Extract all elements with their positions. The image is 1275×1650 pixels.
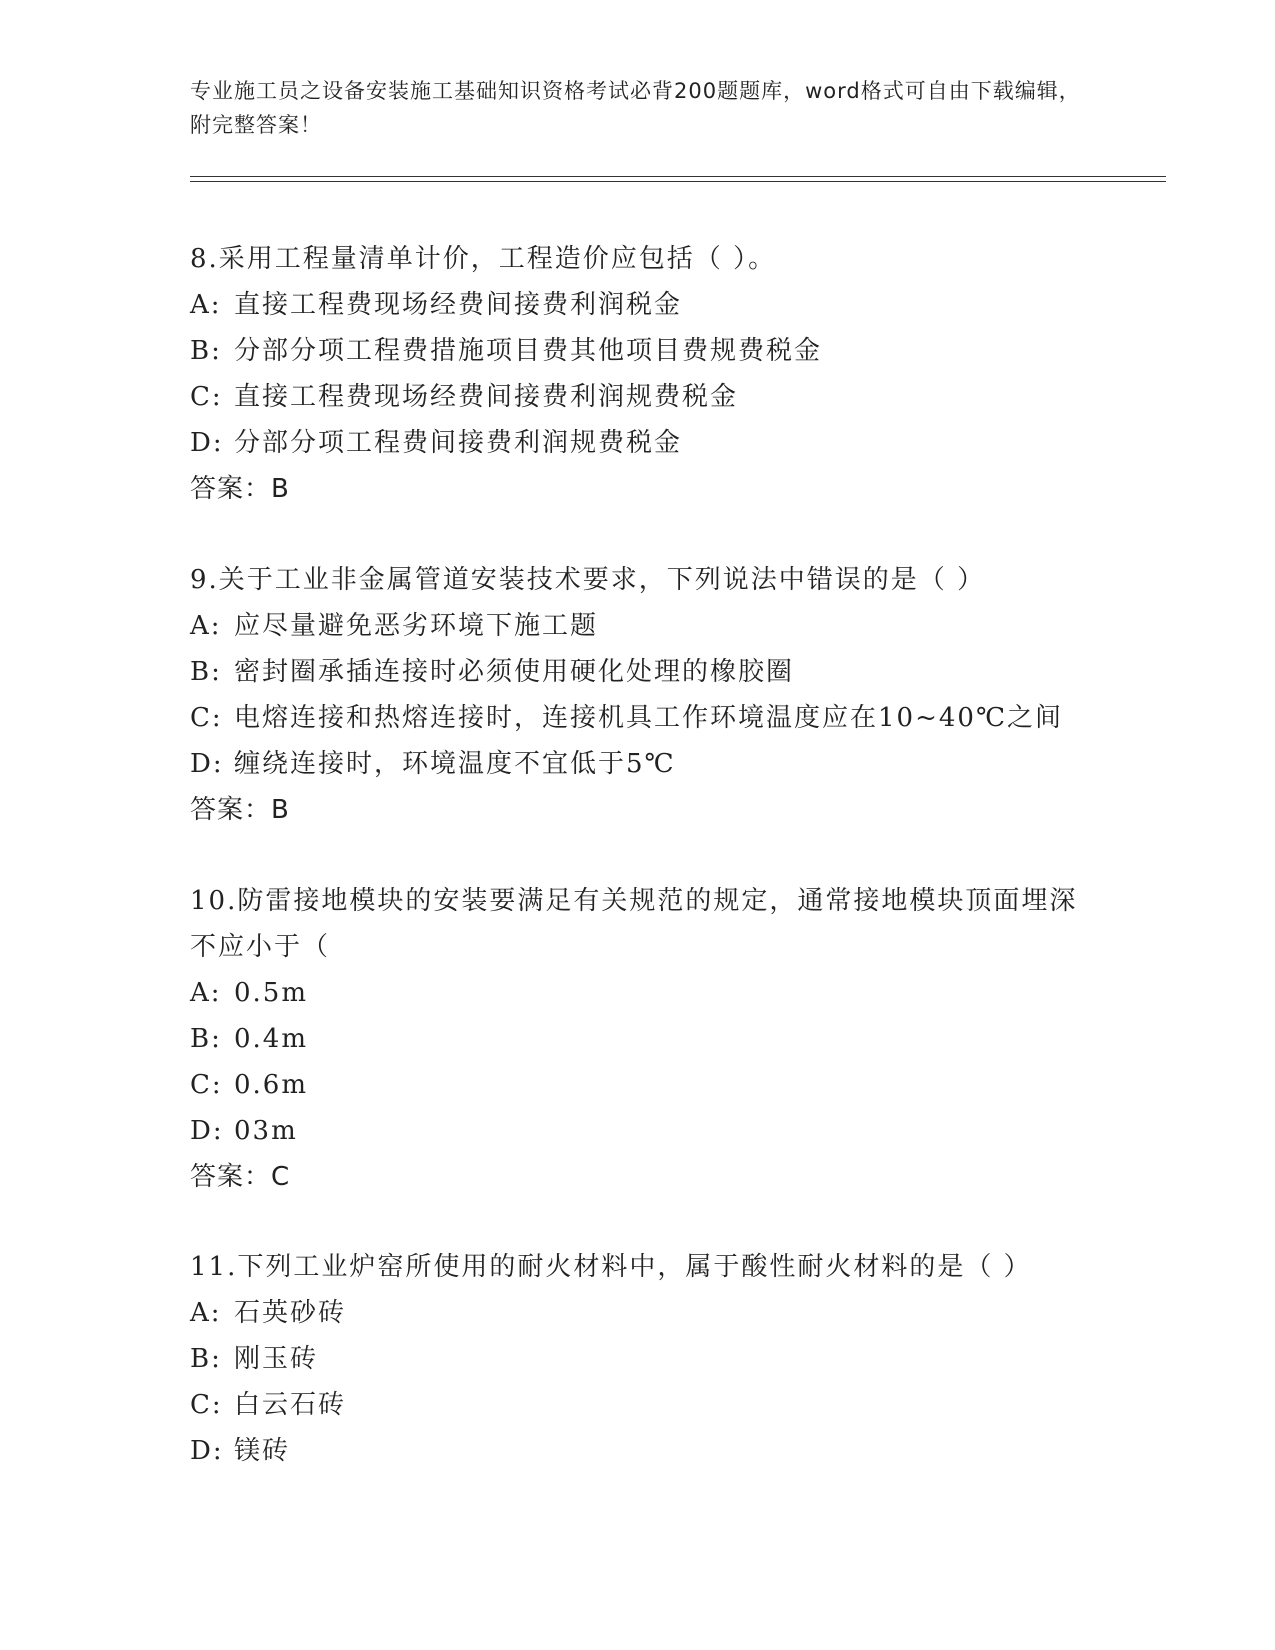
- option-text: 电熔连接和热熔连接时，连接机具工作环境温度应在10~40℃之间: [234, 703, 1064, 733]
- option-text: 刚玉砖: [234, 1344, 319, 1374]
- option-key: C:: [190, 1390, 223, 1420]
- option-text: 镁砖: [234, 1436, 291, 1466]
- option-key: D:: [190, 749, 224, 779]
- option-text: 密封圈承插连接时必须使用硬化处理的橡胶圈: [234, 657, 795, 687]
- option-text: 直接工程费现场经费间接费利润规费税金: [234, 382, 739, 412]
- option-key: A:: [190, 978, 222, 1008]
- option-d: [190, 741, 1090, 787]
- option-key: D:: [190, 428, 224, 458]
- option-text: 直接工程费现场经费间接费利润税金: [234, 290, 683, 320]
- option-b: [190, 1016, 1090, 1062]
- option-a: [190, 603, 1090, 649]
- question-9: [190, 557, 1090, 833]
- option-d: [190, 420, 1090, 466]
- question-title: 10.防雷接地模块的安装要满足有关规范的规定，通常接地模块顶面埋深不应小于（: [190, 886, 1078, 962]
- option-text: 0.4m: [234, 1024, 309, 1054]
- option-c: [190, 695, 1090, 741]
- option-text: 白云石砖: [234, 1390, 347, 1420]
- option-key: B:: [190, 1024, 222, 1054]
- answer-label: 答案：B: [190, 795, 290, 825]
- option-c: [190, 374, 1090, 420]
- option-text: 缠绕连接时，环境温度不宜低于5℃: [234, 749, 676, 779]
- header-divider-top: [190, 176, 1166, 177]
- question-10: [190, 878, 1090, 1200]
- option-a: [190, 970, 1090, 1016]
- answer-label: 答案：C: [190, 1162, 291, 1192]
- option-text: 0.6m: [234, 1070, 309, 1100]
- option-d: [190, 1428, 1090, 1474]
- option-key: B:: [190, 336, 222, 366]
- option-key: C:: [190, 1070, 223, 1100]
- option-b: [190, 1336, 1090, 1382]
- option-b: [190, 328, 1090, 374]
- header-divider-bottom: [190, 181, 1166, 182]
- option-key: D:: [190, 1116, 224, 1146]
- question-11: [190, 1244, 1090, 1474]
- option-c: [190, 1382, 1090, 1428]
- option-text: 石英砂砖: [234, 1298, 347, 1328]
- question-title: 8.采用工程量清单计价，工程造价应包括（ ）。: [190, 244, 777, 274]
- document-intro: 专业施工员之设备安装施工基础知识资格考试必背200题题库，word格式可自由下载编辑，附完整答案！: [190, 79, 1081, 137]
- option-a: [190, 1290, 1090, 1336]
- option-text: 03m: [234, 1116, 298, 1146]
- option-c: [190, 1062, 1090, 1108]
- option-a: [190, 282, 1090, 328]
- option-key: A:: [190, 611, 222, 641]
- option-b: [190, 649, 1090, 695]
- option-key: B:: [190, 1344, 222, 1374]
- option-text: 分部分项工程费间接费利润规费税金: [234, 428, 683, 458]
- option-key: C:: [190, 703, 223, 733]
- option-key: D:: [190, 1436, 224, 1466]
- question-title: 9.关于工业非金属管道安装技术要求，下列说法中错误的是（ ）: [190, 565, 986, 595]
- question-8: [190, 236, 1090, 512]
- question-title: 11.下列工业炉窑所使用的耐火材料中，属于酸性耐火材料的是（ ）: [190, 1252, 1032, 1282]
- option-text: 0.5m: [234, 978, 309, 1008]
- option-d: [190, 1108, 1090, 1154]
- option-text: 分部分项工程费措施项目费其他项目费规费税金: [234, 336, 823, 366]
- option-text: 应尽量避免恶劣环境下施工题: [234, 611, 599, 641]
- answer-label: 答案：B: [190, 474, 290, 504]
- option-key: A:: [190, 290, 222, 320]
- option-key: B:: [190, 657, 222, 687]
- option-key: A:: [190, 1298, 222, 1328]
- option-key: C:: [190, 382, 223, 412]
